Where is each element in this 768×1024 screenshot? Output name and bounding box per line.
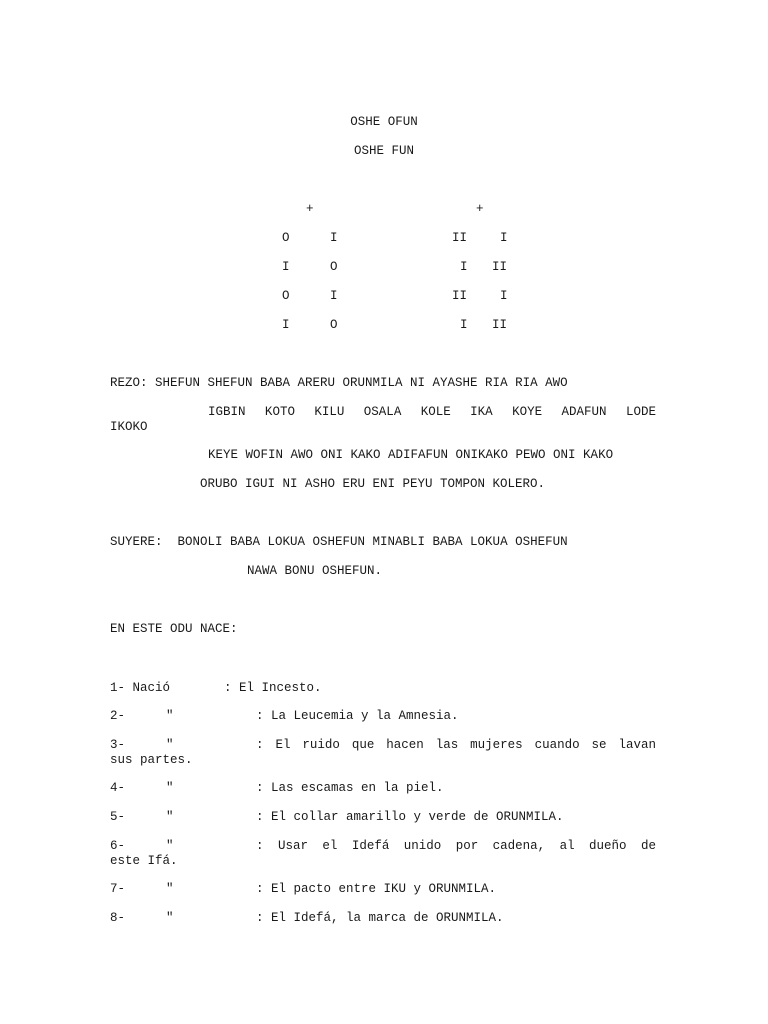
list-item bbox=[110, 839, 656, 869]
item-ditto: " bbox=[166, 882, 174, 896]
sign-right-plus: + bbox=[476, 202, 484, 216]
sign-left-r2c1: I bbox=[282, 260, 290, 274]
list-item bbox=[110, 810, 656, 825]
item-ditto: " bbox=[166, 781, 174, 795]
item-ditto: " bbox=[166, 911, 174, 925]
item-number: 8- bbox=[110, 911, 126, 925]
sign-left-r1c1: O bbox=[282, 231, 290, 245]
sign-right-r4c2: II bbox=[492, 318, 508, 332]
sign-right-r1c2: I bbox=[500, 231, 508, 245]
sign-right-r3c2: I bbox=[500, 289, 508, 303]
item-ditto: " bbox=[166, 839, 174, 853]
item-continuation: este Ifá. bbox=[110, 854, 178, 868]
item-text: : El Incesto. bbox=[224, 681, 322, 695]
title-line-1: OSHE OFUN bbox=[350, 115, 418, 129]
sign-right-r1c1: II bbox=[452, 231, 468, 245]
nace-heading: EN ESTE ODU NACE: bbox=[110, 622, 238, 636]
item-number: 6- bbox=[110, 839, 126, 853]
list-item bbox=[110, 911, 656, 926]
sign-left-r4c1: I bbox=[282, 318, 290, 332]
item-ditto: " bbox=[166, 738, 174, 752]
sign-right-r4c1: I bbox=[460, 318, 468, 332]
item-number: 4- bbox=[110, 781, 126, 795]
item-ditto: " bbox=[166, 810, 174, 824]
list-item bbox=[110, 882, 656, 897]
item-number: 3- bbox=[110, 738, 126, 752]
sign-left-r3c2: I bbox=[330, 289, 338, 303]
list-item bbox=[110, 681, 656, 696]
item-text: : El collar amarillo y verde de ORUNMILA. bbox=[256, 810, 564, 824]
sign-left-r4c2: O bbox=[330, 318, 338, 332]
list-item bbox=[110, 781, 656, 796]
suyere-line-1: SUYERE: BONOLI BABA LOKUA OSHEFUN MINABLI BABA LOKUA OSHEFUN bbox=[110, 535, 568, 549]
rezo-line-2b: IKOKO bbox=[110, 420, 148, 434]
item-number: 5- bbox=[110, 810, 126, 824]
sign-left-plus: + bbox=[306, 202, 314, 216]
sign-left-r1c2: I bbox=[330, 231, 338, 245]
item-text: : El Idefá, la marca de ORUNMILA. bbox=[256, 911, 504, 925]
sign-right-r2c1: I bbox=[460, 260, 468, 274]
item-first-line bbox=[110, 738, 656, 753]
item-number: 7- bbox=[110, 882, 126, 896]
suyere-line-2: NAWA BONU OSHEFUN. bbox=[247, 564, 383, 578]
rezo-line-2 bbox=[110, 405, 656, 435]
sign-left-r3c1: O bbox=[282, 289, 290, 303]
rezo-line-4: ORUBO IGUI NI ASHO ERU ENI PEYU TOMPON KOLERO. bbox=[200, 477, 546, 491]
item-text: : El pacto entre IKU y ORUNMILA. bbox=[256, 882, 497, 896]
list-item bbox=[110, 709, 656, 724]
rezo-line-3: KEYE WOFIN AWO ONI KAKO ADIFAFUN ONIKAKO PEWO ONI KAKO bbox=[208, 448, 614, 462]
rezo-line-1: REZO: SHEFUN SHEFUN BABA ARERU ORUNMILA NI AYASHE RIA RIA AWO bbox=[110, 376, 568, 390]
sign-right-r3c1: II bbox=[452, 289, 468, 303]
item-ditto: " bbox=[166, 709, 174, 723]
sign-left-r2c2: O bbox=[330, 260, 338, 274]
list-item bbox=[110, 738, 656, 768]
rezo-line-2a: IGBIN KOTO KILU OSALA KOLE IKA KOYE ADAFUN LODE bbox=[208, 405, 656, 419]
sign-right-r2c2: II bbox=[492, 260, 508, 274]
item-text: : La Leucemia y la Amnesia. bbox=[256, 709, 459, 723]
item-text: : Las escamas en la piel. bbox=[256, 781, 444, 795]
item-text: : El ruido que hacen las mujeres cuando se lavan bbox=[256, 738, 656, 752]
item-number: 2- bbox=[110, 709, 126, 723]
title-line-2: OSHE FUN bbox=[353, 144, 414, 158]
item-continuation: sus partes. bbox=[110, 753, 193, 767]
item-number: 1- Nació bbox=[110, 681, 171, 695]
item-first-line bbox=[110, 839, 656, 854]
item-text: : Usar el Idefá unido por cadena, al dueño de bbox=[256, 839, 656, 853]
